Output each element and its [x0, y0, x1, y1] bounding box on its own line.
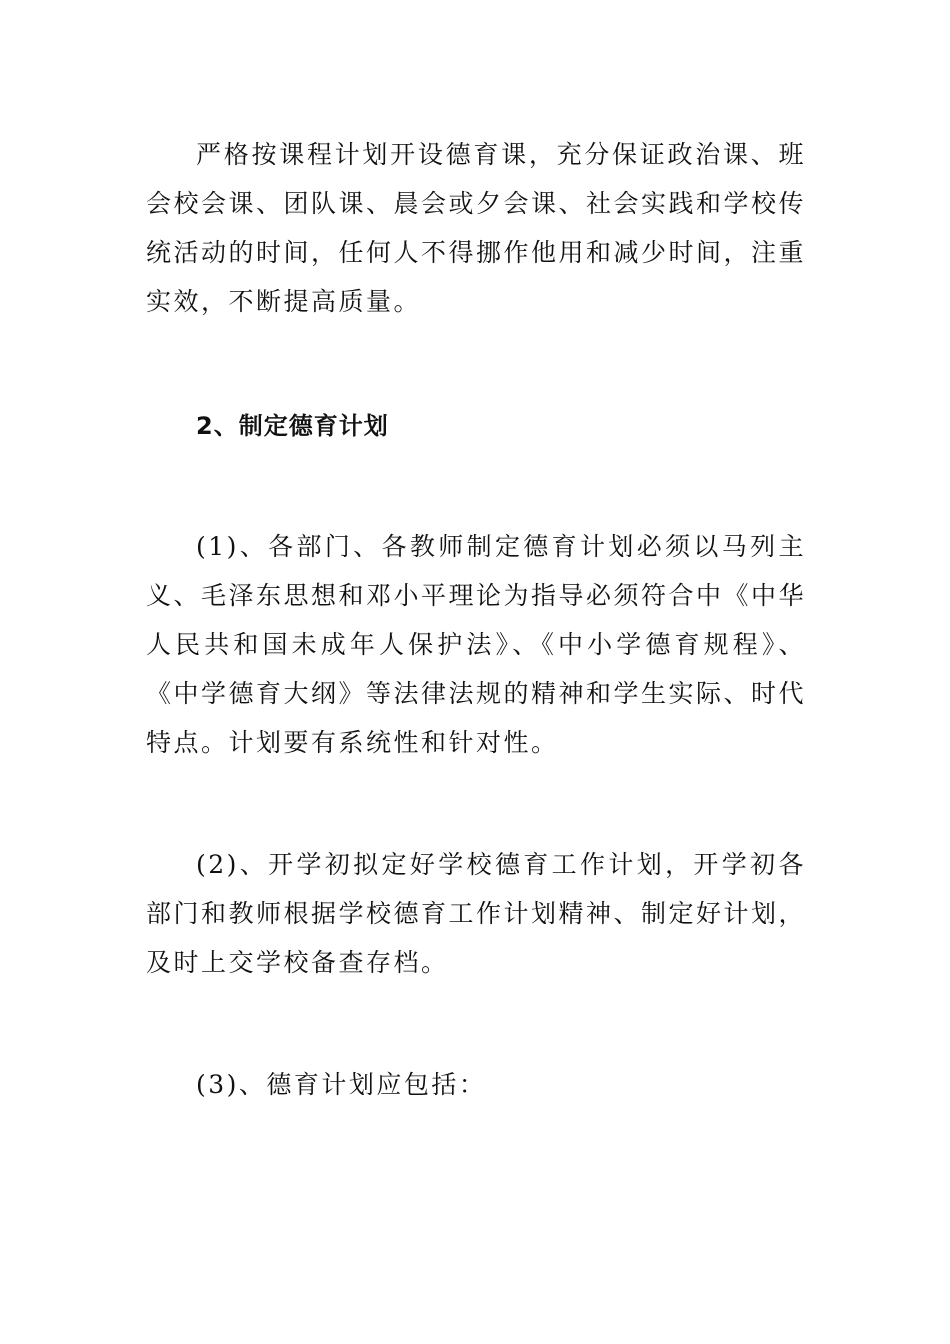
paragraph-course-schedule: 严格按课程计划开设德育课，充分保证政治课、班会校会课、团队课、晨会或夕会课、社会实践和学校传统活动的时间，任何人不得挪作他用和减少时间，注重实效，不断提高质量。 — [146, 140, 807, 316]
paragraph-plan-guidance: (1)、各部门、各教师制定德育计划必须以马列主义、毛泽东思想和邓小平理论为指导必须符合中《中华人民共和国未成年人保护法》、《中小学德育规程》、《中学德育大纲》等法律法规的精神和学生实际、时代特点。计划要有系统性和针对性。 — [146, 532, 807, 757]
paragraph-plan-drafting: (2)、开学初拟定好学校德育工作计划，开学初各部门和教师根据学校德育工作计划精神、制定好计划，及时上交学校备查存档。 — [146, 850, 807, 977]
paragraph-plan-contents: (3)、德育计划应包括： — [196, 1070, 487, 1099]
section-heading: 2、制定德育计划 — [196, 412, 389, 440]
